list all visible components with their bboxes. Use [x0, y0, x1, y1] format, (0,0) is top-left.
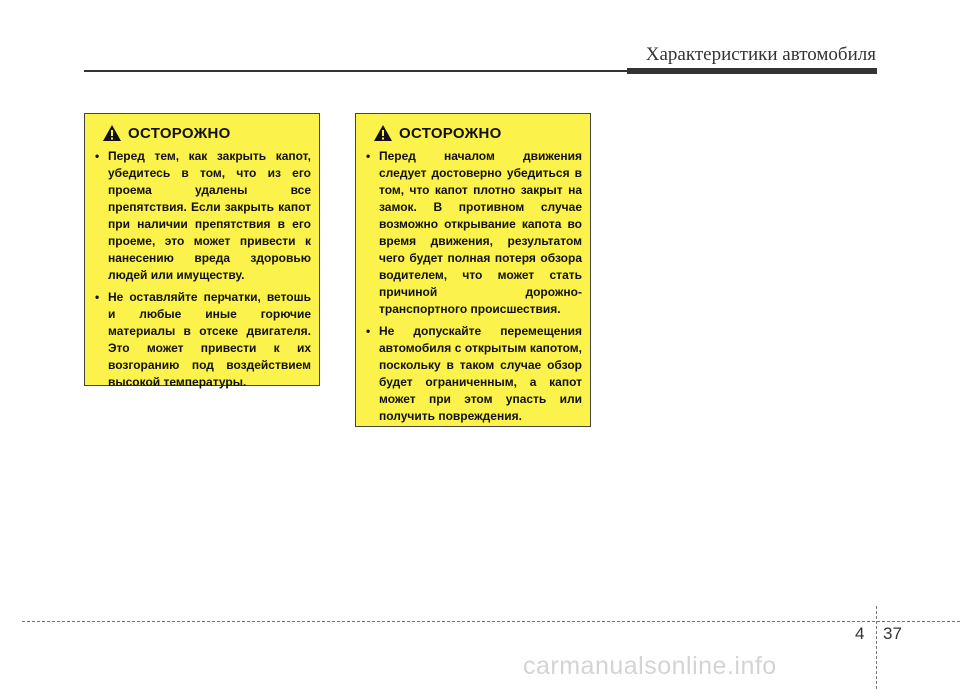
chapter-number: 4: [855, 624, 865, 643]
footer-page-divider: [876, 606, 877, 689]
header-tab: [627, 68, 877, 74]
warning-item: • Перед тем, как закрыть капот, убедитесь в том, что из его проема удалены все препятствия. Если закрыть капот при наличии препятствия в его проеме, это может привести к нанесению вреда здоровью людей или имуществу.: [94, 148, 311, 284]
watermark: carmanualsonline.info: [523, 652, 777, 680]
warning-heading: [373, 124, 582, 142]
page-header-title: Характеристики автомобиля: [645, 44, 876, 65]
page-number: 37: [883, 624, 902, 643]
warning-item: • Не оставляйте перчатки, ветошь и любые иные горючие материалы в отсеке двигателя. Это может привести к их возгоранию под воздействием высокой температуры.: [94, 289, 311, 391]
warning-box-hood-locked: [355, 113, 591, 427]
warning-triangle-icon: [373, 124, 393, 142]
warning-title: ОСТОРОЖНО: [399, 124, 502, 142]
warning-title: ОСТОРОЖНО: [128, 124, 231, 142]
footer-dashed-rule: [22, 621, 960, 622]
warning-heading: [102, 124, 311, 142]
warning-triangle-icon: [102, 124, 122, 142]
warning-list: [365, 148, 582, 425]
warning-list: [94, 148, 311, 391]
warning-box-hood-closing: [84, 113, 320, 389]
warning-item: • Перед началом движения следует достоверно убедиться в том, что капот плотно закрыт на замок. В противном случае возможно открывание капота во время движения, результатом чего будет полная потеря обзора водителем, что может стать причиной дорожно-транспортного происшествия.: [365, 148, 582, 318]
warning-item: • Не допускайте перемещения автомобиля с открытым капотом, поскольку в таком случае обзор будет ограниченным, а капот может при этом упасть или получить повреждения.: [365, 323, 582, 425]
